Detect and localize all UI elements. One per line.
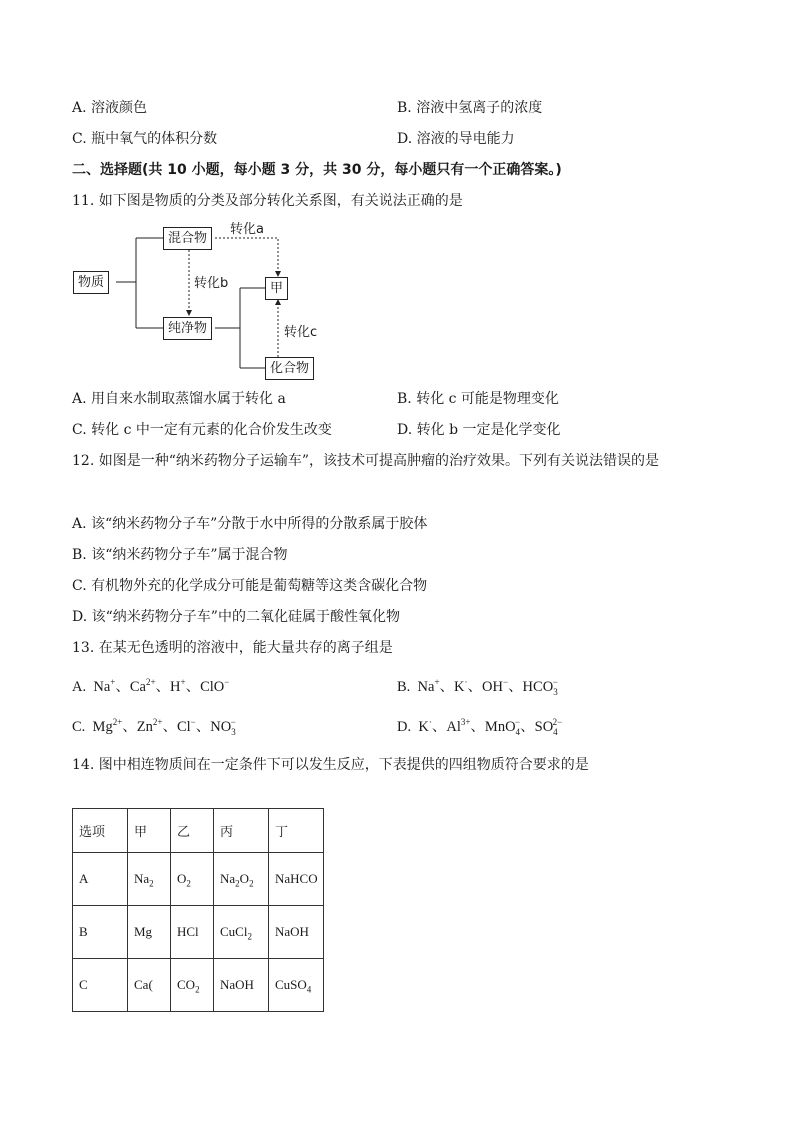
cell-yi: $CO_2$ bbox=[171, 959, 214, 1012]
q10-option-b: B. 溶液中氢离子的浓度 bbox=[397, 100, 543, 116]
cell-yi: HCl bbox=[171, 906, 214, 959]
table-row bbox=[73, 906, 324, 959]
q11-option-c: C. 转化 c 中一定有元素的化合价发生改变 bbox=[72, 422, 332, 438]
q11-option-a: A. 用自来水制取蒸馏水属于转化 a bbox=[72, 391, 286, 407]
q13-option-d: D. K·、$Al^{3+}$、MnO$_4$−、$SO_4^{2-}$ bbox=[397, 717, 563, 737]
cell-ding: NaHCO bbox=[269, 853, 324, 906]
q10-option-d: D. 溶液的导电能力 bbox=[397, 131, 515, 147]
q10-option-a: A. 溶液颜色 bbox=[72, 100, 148, 116]
q13-option-c: C. $Mg^{2+}$、$Zn^{2+}$、Cl−、$NO_3^-$ bbox=[72, 717, 236, 737]
cell-bing: NaOH bbox=[214, 959, 269, 1012]
q14-options-table bbox=[72, 808, 324, 1012]
cell-yi: $O_2$ bbox=[171, 853, 214, 906]
section-title: 二、选择题(共 10 小题，每小题 3 分，共 30 分，每小题只有一个正确答案。) bbox=[72, 162, 562, 178]
cell-jia: Ca( bbox=[128, 959, 171, 1012]
table-row bbox=[73, 959, 324, 1012]
cell-option: C bbox=[73, 959, 128, 1012]
q14-stem: 14. 图中相连物质间在一定条件下可以发生反应，下表提供的四组物质符合要求的是 bbox=[72, 757, 589, 773]
cell-option: B bbox=[73, 906, 128, 959]
header-jia: 甲 bbox=[128, 809, 171, 853]
header-option: 选项 bbox=[73, 809, 128, 853]
q12-option-c: C. 有机物外充的化学成分可能是葡萄糖等这类含碳化合物 bbox=[72, 578, 428, 594]
cell-jia: Mg bbox=[128, 906, 171, 959]
box-jia: 甲 bbox=[265, 277, 288, 300]
table-row bbox=[73, 853, 324, 906]
box-pure-substance: 纯净物 bbox=[163, 317, 212, 340]
q12-option-b: B. 该“纳米药物分子车”属于混合物 bbox=[72, 547, 288, 563]
label-conversion-c: 转化c bbox=[284, 325, 318, 340]
box-matter: 物质 bbox=[73, 271, 109, 294]
header-ding: 丁 bbox=[269, 809, 324, 853]
cell-ding: CuSO$_4$ bbox=[269, 959, 324, 1012]
cell-option: A bbox=[73, 853, 128, 906]
q13-option-a: A. Na+、$Ca^{2+}$、H+、ClO− bbox=[72, 677, 230, 695]
q12-option-d: D. 该“纳米药物分子车”中的二氧化硅属于酸性氧化物 bbox=[72, 609, 400, 625]
q12-option-a: A. 该“纳米药物分子车”分散于水中所得的分散系属于胶体 bbox=[72, 516, 428, 532]
cell-bing: CuCl$_2$ bbox=[214, 906, 269, 959]
table-header-row bbox=[73, 809, 324, 853]
box-mixture: 混合物 bbox=[163, 227, 212, 250]
cell-jia: $Na_2$ bbox=[128, 853, 171, 906]
header-bing: 丙 bbox=[214, 809, 269, 853]
cell-bing: $Na_2O_2$ bbox=[214, 853, 269, 906]
q11-option-d: D. 转化 b 一定是化学变化 bbox=[397, 422, 561, 438]
header-yi: 乙 bbox=[171, 809, 214, 853]
label-conversion-b: 转化b bbox=[194, 276, 229, 291]
q13-stem: 13. 在某无色透明的溶液中，能大量共存的离子组是 bbox=[72, 640, 393, 656]
label-conversion-a: 转化a bbox=[230, 222, 264, 237]
q12-stem: 12. 如图是一种“纳米药物分子运输车”，该技术可提高肿瘤的治疗效果。下列有关说法错误的是 bbox=[72, 453, 660, 469]
cell-ding: NaOH bbox=[269, 906, 324, 959]
q10-option-c: C. 瓶中氧气的体积分数 bbox=[72, 131, 218, 147]
q13-option-b: B. Na+、K·、OH−、$HCO_3^-$ bbox=[397, 677, 558, 697]
classification-diagram bbox=[60, 218, 340, 388]
q11-stem: 11. 如下图是物质的分类及部分转化关系图，有关说法正确的是 bbox=[72, 193, 463, 209]
q11-option-b: B. 转化 c 可能是物理变化 bbox=[397, 391, 559, 407]
box-compound: 化合物 bbox=[265, 357, 314, 380]
